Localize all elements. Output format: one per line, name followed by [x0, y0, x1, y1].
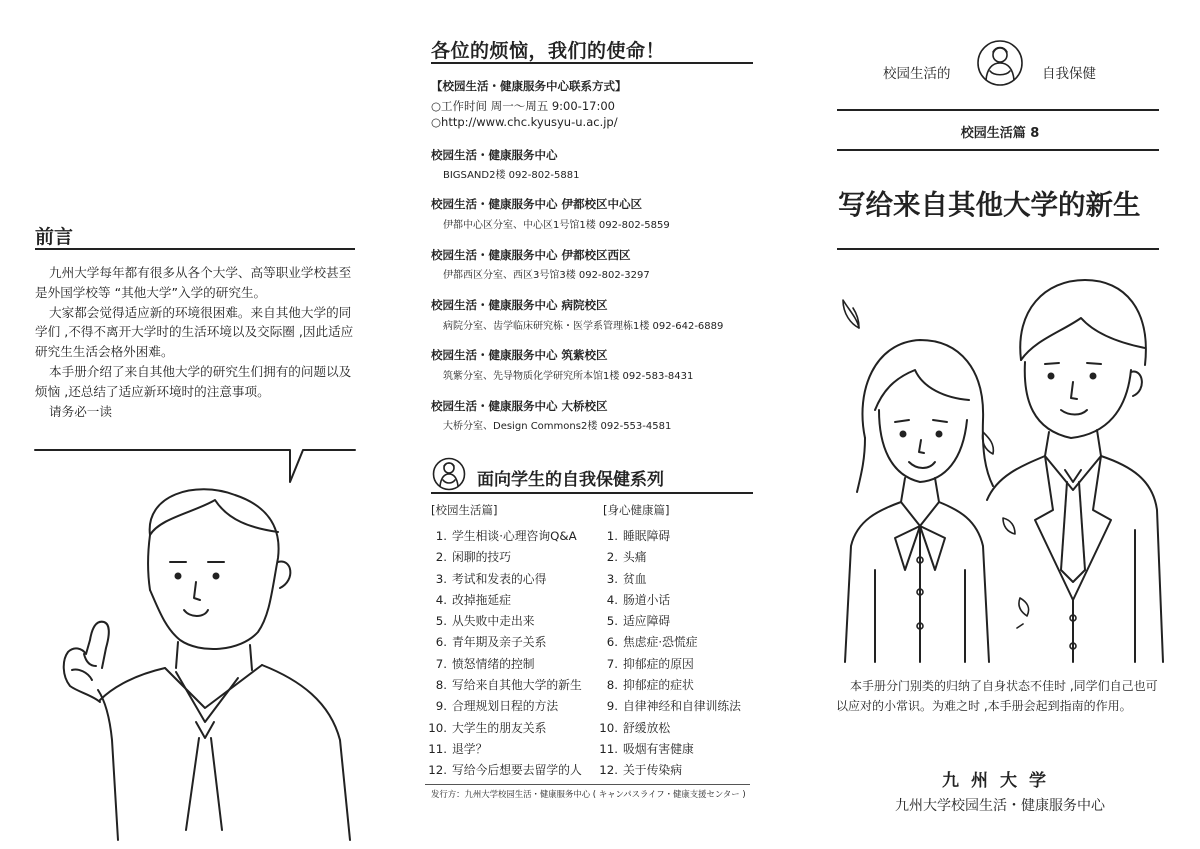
list-item: 10. 舒缓放松	[599, 720, 671, 735]
woman-smile	[909, 462, 935, 468]
list-item: 8. 写给来自其他大学的新生	[435, 678, 582, 693]
student-eye-left	[175, 573, 182, 580]
list-item: 6. 焦虑症·恐慌症	[606, 635, 698, 650]
middle-panel	[400, 0, 800, 849]
preface-paragraph: 九州大学每年都有很多从各个大学、高等职业学校甚至是外国学校等 “其他大学”入学的研究生。	[35, 265, 352, 300]
office-name: 校园生活・健康服务中心 伊都校区中心区	[431, 197, 643, 211]
list-item: 7. 愤怒情绪的控制	[435, 656, 535, 671]
preface-divider	[35, 248, 355, 250]
preface-body	[35, 263, 360, 421]
list-item: 9. 自律神经和自律训练法	[606, 699, 741, 714]
office-name: 校园生活・健康服务中心	[431, 148, 558, 162]
list-item: 6. 青年期及亲子关系	[435, 635, 547, 650]
student-tie-knot	[196, 722, 214, 738]
woman-hair	[862, 340, 993, 486]
woman-collar	[901, 478, 939, 526]
list-item: 3. 贫血	[606, 571, 647, 586]
man-smile	[1061, 410, 1087, 415]
cover-title-top-divider	[837, 149, 1159, 151]
university-name: 九州大学	[942, 771, 1058, 791]
list-item: 5. 适应障碍	[606, 614, 671, 629]
series-divider	[431, 492, 753, 494]
contact-heading: 【校园生活・健康服务中心联系方式】	[431, 79, 627, 93]
list-item: 1. 学生相谈·心理咨询Q&A	[435, 529, 577, 543]
woman-face	[879, 410, 967, 482]
list-item: 2. 头痛	[606, 550, 647, 565]
publisher: 发行方：九州大学校园生活・健康服务中心 ( キャンパスライフ・健康支援センター )	[431, 789, 746, 799]
campus-life-heading: [校园生活篇]	[431, 503, 498, 517]
office-address: 大桥分室、Design Commons2楼 092-553-4581	[443, 421, 672, 432]
speech-bubble-line	[35, 450, 355, 482]
mind-body-heading: [身心健康篇]	[603, 503, 670, 517]
office-address: 伊都西区分室、西区3号馆3楼 092-802-3297	[443, 270, 650, 281]
list-item: 4. 改掉拖延症	[435, 592, 511, 607]
office-address: 伊都中心区分室、中心区1号馆1楼 092-802-5859	[443, 220, 670, 231]
list-item: 7. 抑郁症的原因	[606, 656, 694, 671]
man-eye-left	[1048, 373, 1055, 380]
preface-paragraph: 本手册介绍了来自其他大学的研究生们拥有的问题以及烦恼 ,还总结了适应新环境时的注意事项。	[35, 363, 352, 399]
campus-life-list	[427, 527, 582, 783]
office-address: BIGSAND2楼 092-802-5881	[443, 170, 580, 181]
list-item: 11. 退学？	[428, 741, 488, 756]
list-item: 3. 考试和发表的心得	[435, 571, 547, 586]
man-jacket-right	[1101, 456, 1163, 662]
cover-description: 本手册分门别类的归纳了自身状态不佳时 ,同学们自己也可以应对的小常识。为难之时 ,本手册会起到指南的作用。	[836, 679, 1158, 713]
list-item: 2. 闲聊的技巧	[435, 550, 511, 565]
center-name: 九州大学校园生活・健康服务中心	[895, 798, 1105, 814]
list-item: 1. 睡眠障碍	[606, 529, 671, 543]
student-hair	[150, 500, 278, 535]
leaf-icon	[1003, 518, 1015, 534]
mind-body-list	[598, 527, 741, 783]
left-panel	[0, 0, 400, 849]
preface-title: 前言	[35, 226, 74, 248]
self-care-logo-icon	[972, 38, 1028, 88]
list-item: 12. 关于传染病	[599, 763, 682, 778]
list-item: 9. 合理规划日程的方法	[435, 699, 559, 714]
student-eye-right	[213, 573, 220, 580]
cover-header-left: 校园生活的	[883, 66, 951, 82]
office-name: 校园生活・健康服务中心 病院校区	[431, 298, 608, 312]
mission-title: 各位的烦恼，我们的使命！	[431, 40, 666, 62]
cover-top-divider	[837, 109, 1159, 111]
contact-hours: ○工作时间 周一～周五 9:00-17:00	[431, 99, 615, 113]
man-hair	[1020, 280, 1146, 365]
list-item: 4. 肠道小话	[606, 592, 671, 607]
woman-eye-right	[936, 431, 943, 438]
preface-paragraph: 大家都会觉得适应新的环境很困难。来自其他大学的同学们 ,不得不离开大学时的生活环境以及交际圈 ,因此适应研究生生活会格外困难。	[35, 304, 354, 360]
list-item: 8. 抑郁症的症状	[606, 678, 694, 693]
student-head	[150, 489, 279, 649]
office-address: 病院分室、齿学临床研究栋・医学系管理栋1楼 092-642-6889	[443, 321, 724, 332]
student-pointing-illustration	[0, 440, 400, 849]
series-number: 校园生活篇 8	[960, 126, 1040, 141]
right-panel	[800, 0, 1200, 849]
man-face	[1025, 362, 1131, 438]
main-title: 写给来自其他大学的新生	[838, 189, 1141, 221]
list-item: 12. 写给今后想要去留学的人	[428, 763, 582, 778]
woman-eye-left	[900, 431, 907, 438]
preface-paragraph: 请务必一读	[49, 403, 112, 419]
list-item: 5. 从失败中走出来	[435, 614, 535, 629]
list-item: 11. 吸烟有害健康	[599, 741, 694, 756]
cover-header-right: 自我保健	[1042, 66, 1096, 82]
office-name: 校园生活・健康服务中心 大桥校区	[431, 399, 608, 413]
cover-title-bottom-divider	[837, 248, 1159, 250]
man-tie-knot	[1065, 470, 1081, 482]
contact-url[interactable]: ○http://www.chc.kyusyu-u.ac.jp/	[431, 115, 618, 129]
mission-divider	[431, 62, 753, 64]
office-address: 筑紫分室、先导物质化学研究所本馆1楼 092-583-8431	[443, 371, 694, 382]
students-illustration	[835, 270, 1165, 665]
leaf-icon	[1019, 598, 1029, 616]
series-title: 面向学生的自我保健系列	[477, 470, 664, 490]
woman-jacket-left	[845, 502, 901, 662]
publisher-divider	[425, 784, 750, 785]
office-name: 校园生活・健康服务中心 伊都校区西区	[431, 248, 631, 262]
self-care-logo-icon	[432, 456, 466, 492]
man-jacket-left	[987, 456, 1045, 500]
man-eye-right	[1090, 373, 1097, 380]
student-smile	[184, 610, 208, 616]
list-item: 10. 大学生的朋友关系	[428, 720, 547, 735]
office-name: 校园生活・健康服务中心 筑紫校区	[431, 348, 608, 362]
